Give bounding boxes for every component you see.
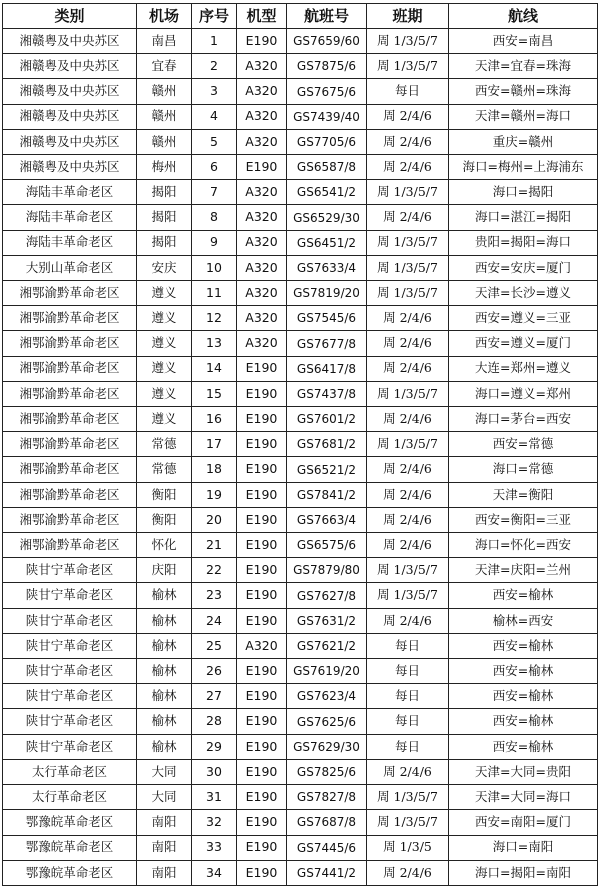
cell-flight-number: GS7621/2 <box>287 633 367 658</box>
cell-category: 陕甘宁革命老区 <box>3 633 137 658</box>
cell-route: 西安=榆林 <box>449 659 598 684</box>
cell-flight-number: GS7827/8 <box>287 785 367 810</box>
table-row <box>3 684 598 709</box>
cell-schedule: 周 2/4/6 <box>367 155 449 180</box>
cell-category: 鄂豫皖革命老区 <box>3 860 137 885</box>
cell-schedule: 周 2/4/6 <box>367 331 449 356</box>
cell-route: 重庆=赣州 <box>449 129 598 154</box>
cell-aircraft: E190 <box>237 860 287 885</box>
cell-index: 26 <box>192 659 237 684</box>
cell-aircraft: E190 <box>237 835 287 860</box>
cell-schedule: 周 2/4/6 <box>367 306 449 331</box>
cell-flight-number: GS7875/6 <box>287 54 367 79</box>
cell-route: 海口=湛江=揭阳 <box>449 205 598 230</box>
table-row <box>3 331 598 356</box>
cell-category: 陕甘宁革命老区 <box>3 583 137 608</box>
cell-route: 海口=茅台=西安 <box>449 407 598 432</box>
table-row <box>3 835 598 860</box>
cell-aircraft: A320 <box>237 230 287 255</box>
cell-flight-number: GS6451/2 <box>287 230 367 255</box>
cell-aircraft: E190 <box>237 356 287 381</box>
cell-flight-number: GS7841/2 <box>287 482 367 507</box>
cell-airport: 南阳 <box>137 860 192 885</box>
cell-aircraft: E190 <box>237 659 287 684</box>
cell-airport: 揭阳 <box>137 205 192 230</box>
cell-flight-number: GS7659/60 <box>287 29 367 54</box>
cell-category: 湘鄂渝黔革命老区 <box>3 482 137 507</box>
cell-aircraft: A320 <box>237 205 287 230</box>
cell-airport: 榆林 <box>137 709 192 734</box>
header-airport: 机场 <box>137 4 192 29</box>
cell-airport: 常德 <box>137 432 192 457</box>
cell-index: 27 <box>192 684 237 709</box>
cell-route: 榆林=西安 <box>449 608 598 633</box>
header-route: 航线 <box>449 4 598 29</box>
cell-category: 湘鄂渝黔革命老区 <box>3 507 137 532</box>
cell-index: 3 <box>192 79 237 104</box>
cell-index: 12 <box>192 306 237 331</box>
cell-airport: 赣州 <box>137 129 192 154</box>
cell-route: 天津=宜春=珠海 <box>449 54 598 79</box>
cell-flight-number: GS7879/80 <box>287 558 367 583</box>
cell-index: 2 <box>192 54 237 79</box>
table-row <box>3 860 598 885</box>
cell-category: 湘鄂渝黔革命老区 <box>3 356 137 381</box>
cell-airport: 遵义 <box>137 381 192 406</box>
table-row <box>3 29 598 54</box>
cell-schedule: 每日 <box>367 659 449 684</box>
cell-schedule: 周 1/3/5/7 <box>367 230 449 255</box>
cell-airport: 遵义 <box>137 331 192 356</box>
cell-schedule: 周 1/3/5/7 <box>367 54 449 79</box>
cell-schedule: 周 2/4/6 <box>367 205 449 230</box>
cell-schedule: 周 2/4/6 <box>367 507 449 532</box>
cell-schedule: 每日 <box>367 709 449 734</box>
table-row <box>3 255 598 280</box>
table-row <box>3 633 598 658</box>
cell-airport: 榆林 <box>137 659 192 684</box>
table-row <box>3 54 598 79</box>
cell-category: 湘赣粤及中央苏区 <box>3 104 137 129</box>
cell-category: 湘赣粤及中央苏区 <box>3 79 137 104</box>
cell-category: 太行革命老区 <box>3 759 137 784</box>
cell-route: 天津=庆阳=兰州 <box>449 558 598 583</box>
cell-category: 陕甘宁革命老区 <box>3 659 137 684</box>
cell-flight-number: GS6575/6 <box>287 533 367 558</box>
header-schedule: 班期 <box>367 4 449 29</box>
cell-schedule: 每日 <box>367 633 449 658</box>
cell-route: 贵阳=揭阳=海口 <box>449 230 598 255</box>
table-body <box>3 29 598 886</box>
cell-category: 海陆丰革命老区 <box>3 230 137 255</box>
cell-route: 西安=南昌 <box>449 29 598 54</box>
header-category: 类别 <box>3 4 137 29</box>
cell-category: 湘赣粤及中央苏区 <box>3 54 137 79</box>
cell-index: 25 <box>192 633 237 658</box>
cell-aircraft: E190 <box>237 608 287 633</box>
cell-flight-number: GS7633/4 <box>287 255 367 280</box>
cell-route: 海口=南阳 <box>449 835 598 860</box>
cell-airport: 揭阳 <box>137 180 192 205</box>
cell-index: 15 <box>192 381 237 406</box>
cell-schedule: 周 1/3/5/7 <box>367 180 449 205</box>
cell-airport: 南阳 <box>137 835 192 860</box>
cell-schedule: 周 2/4/6 <box>367 608 449 633</box>
cell-category: 湘鄂渝黔革命老区 <box>3 533 137 558</box>
cell-index: 10 <box>192 255 237 280</box>
cell-index: 4 <box>192 104 237 129</box>
cell-aircraft: E190 <box>237 684 287 709</box>
cell-schedule: 周 1/3/5/7 <box>367 381 449 406</box>
cell-route: 西安=榆林 <box>449 734 598 759</box>
cell-index: 9 <box>192 230 237 255</box>
cell-index: 13 <box>192 331 237 356</box>
table-row <box>3 659 598 684</box>
cell-schedule: 周 1/3/5/7 <box>367 281 449 306</box>
cell-airport: 大同 <box>137 759 192 784</box>
table-row <box>3 507 598 532</box>
cell-airport: 榆林 <box>137 684 192 709</box>
cell-route: 海口=梅州=上海浦东 <box>449 155 598 180</box>
cell-flight-number: GS7825/6 <box>287 759 367 784</box>
cell-index: 22 <box>192 558 237 583</box>
cell-schedule: 周 1/3/5/7 <box>367 558 449 583</box>
table-row <box>3 734 598 759</box>
cell-route: 海口=揭阳 <box>449 180 598 205</box>
cell-schedule: 周 1/3/5/7 <box>367 255 449 280</box>
cell-airport: 赣州 <box>137 104 192 129</box>
cell-category: 陕甘宁革命老区 <box>3 709 137 734</box>
cell-category: 海陆丰革命老区 <box>3 205 137 230</box>
cell-flight-number: GS7705/6 <box>287 129 367 154</box>
cell-route: 大连=郑州=遵义 <box>449 356 598 381</box>
cell-flight-number: GS7681/2 <box>287 432 367 457</box>
table-row <box>3 709 598 734</box>
cell-route: 西安=赣州=珠海 <box>449 79 598 104</box>
cell-category: 湘鄂渝黔革命老区 <box>3 432 137 457</box>
cell-aircraft: E190 <box>237 785 287 810</box>
cell-category: 湘鄂渝黔革命老区 <box>3 381 137 406</box>
table-row <box>3 230 598 255</box>
cell-schedule: 周 1/3/5/7 <box>367 785 449 810</box>
table-row <box>3 306 598 331</box>
cell-route: 西安=安庆=厦门 <box>449 255 598 280</box>
cell-route: 西安=榆林 <box>449 633 598 658</box>
cell-schedule: 周 2/4/6 <box>367 759 449 784</box>
table-row <box>3 104 598 129</box>
cell-aircraft: E190 <box>237 29 287 54</box>
table-row <box>3 205 598 230</box>
cell-airport: 榆林 <box>137 734 192 759</box>
cell-schedule: 周 2/4/6 <box>367 482 449 507</box>
cell-schedule: 周 2/4/6 <box>367 407 449 432</box>
cell-index: 33 <box>192 835 237 860</box>
cell-index: 6 <box>192 155 237 180</box>
table-row <box>3 155 598 180</box>
cell-flight-number: GS6529/30 <box>287 205 367 230</box>
cell-index: 21 <box>192 533 237 558</box>
cell-flight-number: GS6417/8 <box>287 356 367 381</box>
cell-aircraft: E190 <box>237 482 287 507</box>
cell-aircraft: E190 <box>237 810 287 835</box>
table-row <box>3 432 598 457</box>
table-row <box>3 356 598 381</box>
cell-flight-number: GS7627/8 <box>287 583 367 608</box>
cell-aircraft: E190 <box>237 407 287 432</box>
table-row <box>3 381 598 406</box>
header-row <box>3 4 598 29</box>
cell-index: 28 <box>192 709 237 734</box>
cell-aircraft: E190 <box>237 381 287 406</box>
cell-route: 天津=赣州=海口 <box>449 104 598 129</box>
header-index: 序号 <box>192 4 237 29</box>
cell-category: 大别山革命老区 <box>3 255 137 280</box>
cell-airport: 怀化 <box>137 533 192 558</box>
cell-aircraft: E190 <box>237 709 287 734</box>
cell-category: 湘鄂渝黔革命老区 <box>3 457 137 482</box>
cell-airport: 南阳 <box>137 810 192 835</box>
header-flight-number: 航班号 <box>287 4 367 29</box>
table-row <box>3 407 598 432</box>
cell-flight-number: GS7441/2 <box>287 860 367 885</box>
table-row <box>3 457 598 482</box>
cell-category: 海陆丰革命老区 <box>3 180 137 205</box>
cell-aircraft: A320 <box>237 129 287 154</box>
cell-index: 32 <box>192 810 237 835</box>
cell-flight-number: GS7631/2 <box>287 608 367 633</box>
cell-route: 天津=衡阳 <box>449 482 598 507</box>
cell-category: 鄂豫皖革命老区 <box>3 810 137 835</box>
cell-category: 湘鄂渝黔革命老区 <box>3 331 137 356</box>
cell-category: 湘赣粤及中央苏区 <box>3 29 137 54</box>
cell-category: 陕甘宁革命老区 <box>3 684 137 709</box>
cell-route: 天津=大同=海口 <box>449 785 598 810</box>
cell-schedule: 周 2/4/6 <box>367 129 449 154</box>
cell-schedule: 周 2/4/6 <box>367 860 449 885</box>
table-row <box>3 583 598 608</box>
cell-schedule: 每日 <box>367 684 449 709</box>
cell-aircraft: A320 <box>237 79 287 104</box>
cell-category: 湘鄂渝黔革命老区 <box>3 281 137 306</box>
cell-schedule: 周 2/4/6 <box>367 533 449 558</box>
cell-category: 鄂豫皖革命老区 <box>3 835 137 860</box>
header-aircraft: 机型 <box>237 4 287 29</box>
cell-airport: 榆林 <box>137 608 192 633</box>
cell-airport: 赣州 <box>137 79 192 104</box>
cell-index: 17 <box>192 432 237 457</box>
cell-flight-number: GS7675/6 <box>287 79 367 104</box>
cell-route: 西安=遵义=厦门 <box>449 331 598 356</box>
cell-category: 湘赣粤及中央苏区 <box>3 155 137 180</box>
cell-schedule: 周 1/3/5/7 <box>367 29 449 54</box>
cell-airport: 常德 <box>137 457 192 482</box>
cell-index: 19 <box>192 482 237 507</box>
cell-aircraft: A320 <box>237 180 287 205</box>
cell-schedule: 每日 <box>367 79 449 104</box>
table-row <box>3 533 598 558</box>
cell-schedule: 周 1/3/5/7 <box>367 583 449 608</box>
cell-flight-number: GS7677/8 <box>287 331 367 356</box>
cell-airport: 安庆 <box>137 255 192 280</box>
cell-airport: 遵义 <box>137 281 192 306</box>
cell-aircraft: A320 <box>237 54 287 79</box>
cell-aircraft: E190 <box>237 734 287 759</box>
cell-schedule: 周 2/4/6 <box>367 104 449 129</box>
cell-route: 海口=常德 <box>449 457 598 482</box>
cell-index: 5 <box>192 129 237 154</box>
cell-flight-number: GS7623/4 <box>287 684 367 709</box>
cell-airport: 遵义 <box>137 407 192 432</box>
cell-airport: 宜春 <box>137 54 192 79</box>
cell-index: 1 <box>192 29 237 54</box>
table-row <box>3 482 598 507</box>
cell-airport: 榆林 <box>137 633 192 658</box>
table-row <box>3 810 598 835</box>
cell-aircraft: A320 <box>237 306 287 331</box>
cell-route: 西安=南阳=厦门 <box>449 810 598 835</box>
cell-airport: 衡阳 <box>137 482 192 507</box>
table-row <box>3 281 598 306</box>
cell-index: 31 <box>192 785 237 810</box>
cell-route: 西安=遵义=三亚 <box>449 306 598 331</box>
cell-flight-number: GS6587/8 <box>287 155 367 180</box>
cell-airport: 榆林 <box>137 583 192 608</box>
cell-index: 18 <box>192 457 237 482</box>
cell-route: 西安=常德 <box>449 432 598 457</box>
cell-route: 天津=大同=贵阳 <box>449 759 598 784</box>
cell-flight-number: GS7629/30 <box>287 734 367 759</box>
cell-airport: 衡阳 <box>137 507 192 532</box>
cell-index: 14 <box>192 356 237 381</box>
cell-category: 湘鄂渝黔革命老区 <box>3 407 137 432</box>
cell-index: 24 <box>192 608 237 633</box>
cell-aircraft: E190 <box>237 432 287 457</box>
cell-route: 西安=榆林 <box>449 684 598 709</box>
cell-aircraft: E190 <box>237 507 287 532</box>
cell-aircraft: E190 <box>237 558 287 583</box>
cell-category: 陕甘宁革命老区 <box>3 608 137 633</box>
cell-index: 23 <box>192 583 237 608</box>
table-row <box>3 79 598 104</box>
cell-index: 8 <box>192 205 237 230</box>
cell-aircraft: A320 <box>237 255 287 280</box>
flight-route-table <box>2 3 598 886</box>
cell-route: 海口=遵义=郑州 <box>449 381 598 406</box>
cell-airport: 大同 <box>137 785 192 810</box>
cell-flight-number: GS7625/6 <box>287 709 367 734</box>
cell-route: 天津=长沙=遵义 <box>449 281 598 306</box>
cell-flight-number: GS7545/6 <box>287 306 367 331</box>
cell-index: 34 <box>192 860 237 885</box>
cell-aircraft: A320 <box>237 104 287 129</box>
cell-schedule: 每日 <box>367 734 449 759</box>
cell-schedule: 周 1/3/5 <box>367 835 449 860</box>
table-row <box>3 180 598 205</box>
table-row <box>3 759 598 784</box>
cell-aircraft: E190 <box>237 155 287 180</box>
cell-aircraft: A320 <box>237 331 287 356</box>
cell-flight-number: GS7687/8 <box>287 810 367 835</box>
cell-flight-number: GS6541/2 <box>287 180 367 205</box>
cell-category: 湘赣粤及中央苏区 <box>3 129 137 154</box>
cell-aircraft: E190 <box>237 457 287 482</box>
table-row <box>3 129 598 154</box>
cell-category: 湘鄂渝黔革命老区 <box>3 306 137 331</box>
cell-flight-number: GS7439/40 <box>287 104 367 129</box>
cell-category: 陕甘宁革命老区 <box>3 558 137 583</box>
cell-flight-number: GS7445/6 <box>287 835 367 860</box>
cell-route: 西安=衡阳=三亚 <box>449 507 598 532</box>
cell-schedule: 周 2/4/6 <box>367 356 449 381</box>
cell-index: 11 <box>192 281 237 306</box>
cell-airport: 揭阳 <box>137 230 192 255</box>
cell-index: 20 <box>192 507 237 532</box>
cell-flight-number: GS6521/2 <box>287 457 367 482</box>
cell-schedule: 周 2/4/6 <box>367 457 449 482</box>
cell-airport: 梅州 <box>137 155 192 180</box>
table-row <box>3 785 598 810</box>
cell-index: 29 <box>192 734 237 759</box>
cell-aircraft: E190 <box>237 583 287 608</box>
cell-index: 30 <box>192 759 237 784</box>
cell-aircraft: E190 <box>237 759 287 784</box>
cell-airport: 遵义 <box>137 356 192 381</box>
cell-route: 海口=揭阳=南阳 <box>449 860 598 885</box>
table-row <box>3 558 598 583</box>
cell-index: 7 <box>192 180 237 205</box>
cell-category: 陕甘宁革命老区 <box>3 734 137 759</box>
cell-flight-number: GS7663/4 <box>287 507 367 532</box>
cell-aircraft: E190 <box>237 533 287 558</box>
cell-flight-number: GS7601/2 <box>287 407 367 432</box>
cell-flight-number: GS7437/8 <box>287 381 367 406</box>
cell-aircraft: A320 <box>237 281 287 306</box>
cell-flight-number: GS7619/20 <box>287 659 367 684</box>
cell-flight-number: GS7819/20 <box>287 281 367 306</box>
cell-airport: 遵义 <box>137 306 192 331</box>
cell-route: 西安=榆林 <box>449 583 598 608</box>
cell-index: 16 <box>192 407 237 432</box>
cell-schedule: 周 1/3/5/7 <box>367 432 449 457</box>
cell-category: 太行革命老区 <box>3 785 137 810</box>
cell-route: 海口=怀化=西安 <box>449 533 598 558</box>
cell-airport: 庆阳 <box>137 558 192 583</box>
cell-route: 西安=榆林 <box>449 709 598 734</box>
cell-schedule: 周 1/3/5/7 <box>367 810 449 835</box>
cell-aircraft: A320 <box>237 633 287 658</box>
cell-airport: 南昌 <box>137 29 192 54</box>
table-row <box>3 608 598 633</box>
